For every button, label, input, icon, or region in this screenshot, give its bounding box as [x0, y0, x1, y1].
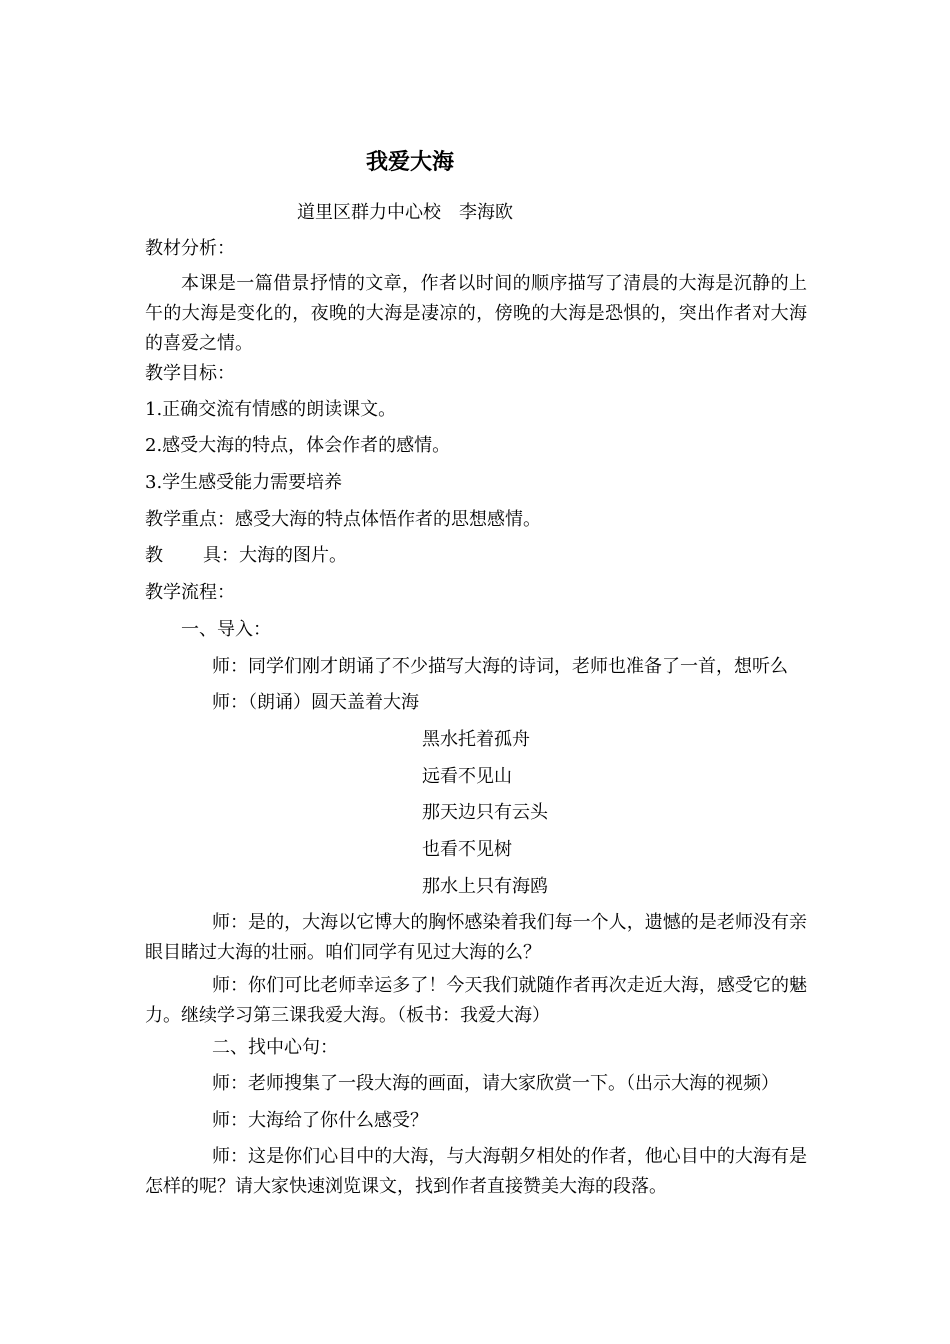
poem-line-1: 黑水托着孤舟 [422, 729, 530, 750]
goal-item-1: 1.正确交流有情感的朗读课文。 [145, 399, 397, 420]
tools-label: 教 [145, 545, 163, 566]
dialogue-paragraph-b: 师：你们可比老师幸运多了！今天我们就随作者再次走近大海，感受它的魅力。继续学习第三课我爱大海。（板书：我爱大海） [145, 975, 807, 1026]
step1-heading: 一、导入： [181, 619, 271, 640]
goal-item-3: 3.学生感受能力需要培养 [145, 472, 343, 493]
document-title: 我爱大海 [365, 150, 454, 175]
author-line: 道里区群力中心校 李海欧 [297, 202, 513, 223]
poem-line-4: 也看不见树 [422, 839, 512, 860]
key-point-line: 教学重点：感受大海的特点体悟作者的思想感情。 [145, 509, 541, 530]
analysis-paragraph: 本课是一篇借景抒情的文章，作者以时间的顺序描写了清晨的大海是沉静的上午的大海是变化的，夜晚的大海是凄凉的，傍晚的大海是恐惧的，突出作者对大海的喜爱之情。 [145, 273, 807, 354]
poem-line-2: 远看不见山 [422, 766, 512, 787]
flow-heading: 教学流程： [145, 582, 235, 603]
goal-item-2: 2.感受大海的特点，体会作者的感情。 [145, 435, 451, 456]
step1-line-1: 师：同学们刚才朗诵了不少描写大海的诗词，老师也准备了一首，想听么 [212, 656, 788, 677]
poem-line-3: 那天边只有云头 [422, 802, 548, 823]
dialogue-paragraph-a: 师：是的，大海以它博大的胸怀感染着我们每一个人，遗憾的是老师没有亲眼目睹过大海的壮丽。咱们同学有见过大海的么？ [145, 912, 807, 963]
analysis-heading: 教材分析： [145, 238, 235, 259]
tools-text: 具：大海的图片。 [203, 545, 347, 566]
poem-line-5: 那水上只有海鸥 [422, 876, 548, 897]
step2-heading: 二、找中心句： [212, 1037, 338, 1058]
step1-line-2: 师：（朗诵）圆天盖着大海 [212, 692, 419, 713]
dialogue-paragraph-c: 师：这是你们心目中的大海，与大海朝夕相处的作者，他心目中的大海有是怎样的呢？请大家快速浏览课文，找到作者直接赞美大海的段落。 [145, 1146, 807, 1197]
step2-line-1: 师：老师搜集了一段大海的画面，请大家欣赏一下。（出示大海的视频） [212, 1073, 779, 1094]
step2-line-2: 师：大海给了你什么感受？ [212, 1110, 428, 1131]
goals-heading: 教学目标： [145, 363, 235, 384]
